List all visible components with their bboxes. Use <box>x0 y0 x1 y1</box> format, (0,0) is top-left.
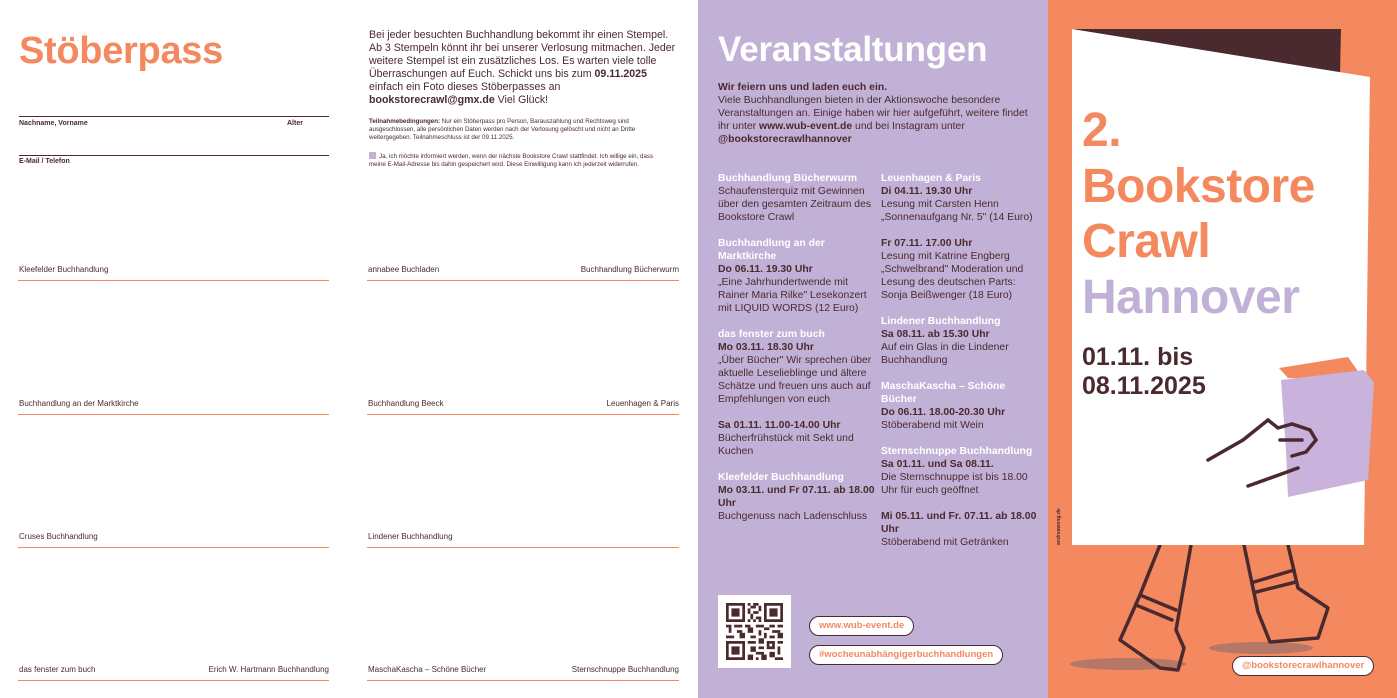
hashtag-pill[interactable]: #wocheunabhängigerbuchhandlungen <box>809 645 1003 665</box>
event-text: Lesung mit Carsten Henn „Sonnenaufgang Nr. 5" (14 Euro) <box>881 199 1033 223</box>
shoe-shadow-right <box>1209 642 1313 654</box>
optin-checkbox[interactable] <box>369 152 376 159</box>
events-intro-handle[interactable]: @bookstorecrawlhannover <box>718 134 852 145</box>
stamp-line <box>18 280 329 281</box>
event-text: Lesung mit Katrine Engberg „Schwelbrand" Moderation und Lesung des deutschen Parts: Sonja Beißwenger (18 Euro) <box>881 251 1024 301</box>
optin <box>369 152 669 169</box>
event-block <box>881 315 1041 367</box>
event-date: Sa 08.11. ab 15.30 Uhr <box>881 329 990 340</box>
cover-edition: 2. <box>1082 104 1122 157</box>
stamp-label-fenster: das fenster zum buch <box>19 665 96 674</box>
qr-code-icon[interactable] <box>718 595 791 668</box>
cover-date-end: 08.11.2025 <box>1082 372 1206 400</box>
event-text: Auf ein Glas in die Lindener Buchhandlung <box>881 342 1009 366</box>
events-intro <box>718 81 1038 146</box>
name-field-line[interactable] <box>19 116 329 117</box>
event-date: Do 06.11. 18.00-20.30 Uhr <box>881 407 1006 418</box>
event-date: Mo 03.11. und Fr 07.11. ab 18.00 Uhr <box>718 485 875 509</box>
held-book-cover <box>1281 370 1374 497</box>
cover-dates <box>1082 343 1206 401</box>
event-date: Di 04.11. 19.30 Uhr <box>881 186 973 197</box>
events-right-column <box>881 172 1041 562</box>
name-label: Nachname, Vorname <box>19 120 88 127</box>
terms-label: Teilnahmebedingungen: <box>369 118 441 125</box>
events-panel <box>698 0 1048 698</box>
event-text: Stöberabend mit Wein <box>881 420 984 431</box>
event-text: Buchgenuss nach Ladenschluss <box>718 511 868 522</box>
stamp-line <box>367 680 679 681</box>
terms-text: Nur ein Stöberpass pro Person, Barauszahlung und Rechtsweg sind ausgeschlossen, alle persönlichen Daten werden nach der Verlosung gelöscht und nicht an Dritte weitergegeben. Teilnahmeschluss ist der 09.11.2025. <box>369 118 636 142</box>
age-label: Alter <box>287 120 303 127</box>
event-store: Lindener Buchhandlung <box>881 316 1001 327</box>
event-store: Buchhandlung Bücherwurm <box>718 173 858 184</box>
stamp-line <box>18 680 329 681</box>
stamp-label-hartmann: Erich W. Hartmann Buchhandlung <box>208 665 329 674</box>
stamp-label-marktkirche: Buchhandlung an der Marktkirche <box>19 399 139 408</box>
stamp-label-annabee: annabee Buchladen <box>368 265 440 274</box>
stamp-line <box>18 547 329 548</box>
stamp-line <box>18 414 329 415</box>
event-date: Sa 01.11. und Sa 08.11. <box>881 459 994 470</box>
illustrator-credit: andreawong.de <box>1056 508 1062 545</box>
event-block <box>881 380 1041 432</box>
event-store: Kleefelder Buchhandlung <box>718 472 844 483</box>
stoeberpass-panel <box>0 0 349 698</box>
events-title: Veranstaltungen <box>718 30 988 69</box>
event-store: Leuenhagen & Paris <box>881 173 981 184</box>
rules-intro-text: Bei jeder besuchten Buchhandlung bekommt ihr einen Stempel. Ab 3 Stempeln könnt ihr bei unserer Verlosung mitmachen. Jeder weitere Stempel ist ein zusätzliches Los. Es warten viele tolle Überraschungen auf Euch. Schickt uns bis zum <box>369 29 676 80</box>
cover-title-line2: Crawl <box>1082 215 1211 268</box>
cover-city: Hannover <box>1082 271 1300 324</box>
event-text: „Über Bücher" Wir sprechen über aktuelle Leselieblinge und ältere Schätze und freuen uns auch auf Empfehlungen von euch <box>718 355 872 405</box>
contact-label: E-Mail / Telefon <box>19 158 70 165</box>
stamp-label-sternschnuppe: Sternschnuppe Buchhandlung <box>571 665 679 674</box>
event-block <box>881 172 1041 302</box>
event-text: Die Sternschnuppe ist bis 18.00 Uhr für euch geöffnet <box>881 472 1028 496</box>
rules-intro-text: Viel Glück! <box>494 93 549 106</box>
stamp-label-cruses: Cruses Buchhandlung <box>19 532 98 541</box>
rules-intro <box>369 29 679 106</box>
event-date: Fr 07.11. 17.00 Uhr <box>881 238 973 249</box>
event-block <box>718 471 878 523</box>
rules-intro-text: einfach ein Foto dieses Stöberpasses an <box>369 80 561 93</box>
optin-text: Ja, ich möchte informiert werden, wenn der nächste Bookstore Crawl stattfindet. Ich willige ein, dass meine E-Mail-Adresse bis dahin gespeichert wird. Diese Einwilligung kann ich jederzeit widerrufen. <box>369 153 654 169</box>
website-link-pill[interactable]: www.wub-event.de <box>809 616 914 636</box>
event-text: Schaufensterquiz mit Gewinnen über den gesamten Zeitraum des Bookstore Crawl <box>718 186 872 223</box>
event-date: Sa 01.11. 11.00-14.00 Uhr <box>718 420 841 431</box>
cover-date-start: 01.11. bis <box>1082 343 1194 371</box>
instagram-pill[interactable]: @bookstorecrawlhannover <box>1232 656 1374 676</box>
cover-title-line1: Bookstore <box>1082 160 1315 213</box>
stamp-label-lindener: Lindener Buchhandlung <box>368 532 453 541</box>
stamp-label-kleefelder: Kleefelder Buchhandlung <box>19 265 109 274</box>
stamp-line <box>367 547 679 548</box>
stamp-line <box>367 414 679 415</box>
stamp-line <box>367 280 679 281</box>
events-intro-text: und bei Instagram unter <box>852 121 965 132</box>
stamp-label-buecherwurm: Buchhandlung Bücherwurm <box>580 265 679 274</box>
event-block <box>718 172 878 224</box>
events-intro-text: Viele Buchhandlungen bieten in der Aktionswoche besondere Veranstaltungen an. Einige haben wir hier aufgeführt, weitere findet ihr unter <box>718 95 1028 132</box>
event-date: Mo 03.11. 18.30 Uhr <box>718 342 814 353</box>
event-block <box>881 445 1041 549</box>
cover-panel <box>1048 0 1397 698</box>
event-date: Do 06.11. 19.30 Uhr <box>718 264 813 275</box>
events-left-column <box>718 172 878 536</box>
contact-email[interactable]: bookstorecrawl@gmx.de <box>369 93 495 106</box>
event-text: Bücherfrühstück mit Sekt und Kuchen <box>718 433 854 457</box>
event-store: Buchhandlung an der Marktkirche <box>718 238 825 262</box>
stamp-label-leuenhagen: Leuenhagen & Paris <box>606 399 679 408</box>
event-store: MaschaKascha – Schöne Bücher <box>881 381 1006 405</box>
terms <box>369 118 669 143</box>
event-text: „Eine Jahrhundertwende mit Rainer Maria Rilke" Lesekonzert mit LIQUID WORDS (12 Euro) <box>718 277 867 314</box>
rules-panel <box>349 0 698 698</box>
deadline: 09.11.2025 <box>594 67 647 80</box>
stamp-label-beeck: Buchhandlung Beeck <box>368 399 444 408</box>
event-store: Sternschnuppe Buchhandlung <box>881 446 1033 457</box>
events-intro-headline: Wir feiern uns und laden euch ein. <box>718 82 888 93</box>
event-text: Stöberabend mit Getränken <box>881 537 1009 548</box>
events-intro-link[interactable]: www.wub-event.de <box>759 121 853 132</box>
event-store: das fenster zum buch <box>718 329 825 340</box>
event-date: Mi 05.11. und Fr. 07.11. ab 18.00 Uhr <box>881 511 1037 535</box>
event-block <box>718 237 878 315</box>
event-block <box>718 328 878 458</box>
pass-title: Stöberpass <box>19 30 223 72</box>
stamp-label-maschakascha: MaschaKascha – Schöne Bücher <box>368 665 487 674</box>
contact-field-line[interactable] <box>19 155 329 156</box>
qr-code-graphic <box>726 603 783 660</box>
